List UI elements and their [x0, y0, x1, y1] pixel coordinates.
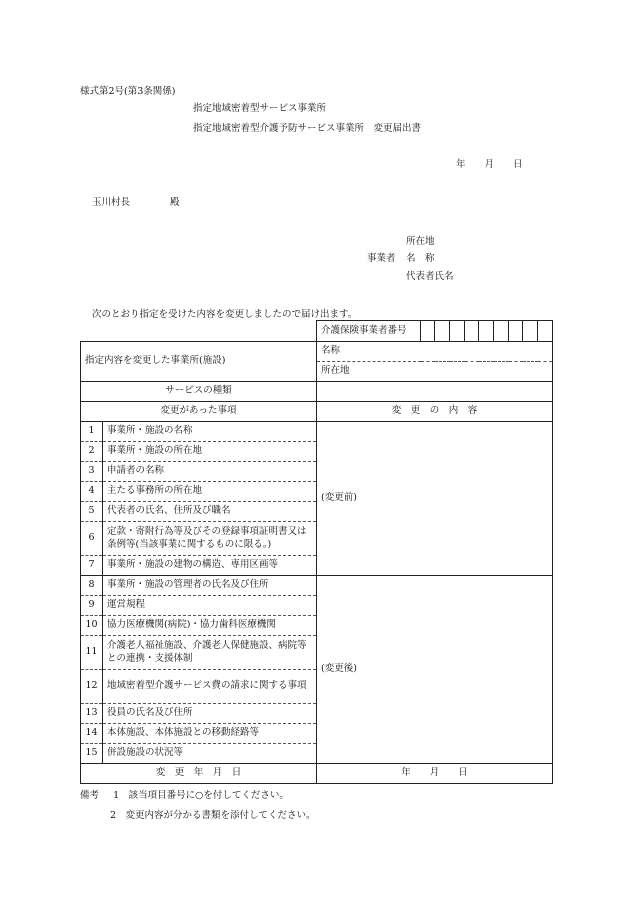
- after-change-field[interactable]: (変更後): [317, 576, 553, 764]
- item-number[interactable]: 10: [81, 616, 103, 636]
- facility-name-field[interactable]: 名称: [317, 342, 553, 362]
- item-number[interactable]: 14: [81, 724, 103, 744]
- before-change-field[interactable]: (変更前): [317, 422, 553, 576]
- item-number[interactable]: 13: [81, 704, 103, 724]
- form-number: 様式第2号(第3条関係): [80, 86, 176, 97]
- note-1: 1 該当項目番号に○を付してください。: [113, 790, 289, 801]
- title-line-1: 指定地域密着型サービス事業所: [193, 103, 327, 114]
- item-label: 本体施設、本体施設との移動経路等: [103, 724, 317, 744]
- item-label: 運営規程: [103, 596, 317, 616]
- item-number[interactable]: 12: [81, 670, 103, 704]
- applicant-business-label: 事業者: [367, 253, 396, 264]
- facility-location-field[interactable]: 所在地: [317, 362, 553, 382]
- facility-label: 指定内容を変更した事業所(施設): [81, 342, 317, 382]
- item-label: 事業所・施設の所在地: [103, 442, 317, 462]
- item-label: 併設施設の状況等: [103, 744, 317, 764]
- item-label: 事業所・施設の建物の構造、専用区画等: [103, 556, 317, 576]
- item-label: 申請者の名称: [103, 462, 317, 482]
- insurer-number-digit-8[interactable]: [523, 321, 538, 342]
- insurer-number-digit-9[interactable]: [538, 321, 553, 342]
- applicant-rep-label: 代表者氏名: [406, 271, 454, 282]
- insurer-number-digit-4[interactable]: [465, 321, 479, 342]
- insurer-number-digit-5[interactable]: [479, 321, 494, 342]
- item-label: 事業所・施設の名称: [103, 422, 317, 442]
- item-number[interactable]: 1: [81, 422, 103, 442]
- addressee: 玉川村長: [92, 197, 131, 208]
- insurer-number-digit-6[interactable]: [494, 321, 509, 342]
- item-number[interactable]: 7: [81, 556, 103, 576]
- title-line-2: 指定地域密着型介護予防サービス事業所 変更届出書: [193, 123, 422, 134]
- changed-items-header: 変更があった事項: [81, 402, 317, 422]
- applicant-name-label: 名 称: [406, 253, 435, 264]
- item-number[interactable]: 11: [81, 636, 103, 670]
- item-label: 介護老人福祉施設、介護老人保健施設、病院等との連携・支援体制: [103, 636, 317, 670]
- change-notification-table: [80, 320, 553, 784]
- item-number[interactable]: 5: [81, 502, 103, 522]
- item-label: 事業所・施設の管理者の氏名及び住所: [103, 576, 317, 596]
- change-date-field[interactable]: 年 月 日: [317, 764, 553, 784]
- intro-text: 次のとおり指定を受けた内容を変更しましたので届け出ます。: [92, 309, 358, 320]
- submission-date: 年 月 日: [456, 159, 523, 170]
- item-number[interactable]: 6: [81, 522, 103, 556]
- item-label: 主たる事務所の所在地: [103, 482, 317, 502]
- item-number[interactable]: 4: [81, 482, 103, 502]
- item-label: 地域密着型介護サービス費の請求に関する事項: [103, 670, 317, 704]
- insurer-number-digit-3[interactable]: [450, 321, 465, 342]
- item-label: 定款・寄附行為等及びその登録事項証明書又は条例等(当該事業に関するものに限る。): [103, 522, 317, 556]
- item-number[interactable]: 8: [81, 576, 103, 596]
- note-2: 2 変更内容が分かる書類を添付してください。: [110, 810, 316, 821]
- insurer-number-label: 介護保険事業者番号: [317, 321, 421, 342]
- item-label: 役員の氏名及び住所: [103, 704, 317, 724]
- change-date-label: 変 更 年 月 日: [81, 764, 317, 784]
- item-label: 協力医療機関(病院)・協力歯科医療機関: [103, 616, 317, 636]
- item-label: 代表者の氏名、住所及び職名: [103, 502, 317, 522]
- notes-label: 備考: [80, 790, 100, 801]
- insurer-number-digit-2[interactable]: [435, 321, 450, 342]
- insurer-number-digit-1[interactable]: [421, 321, 435, 342]
- service-type-field[interactable]: [317, 382, 553, 402]
- item-number[interactable]: 15: [81, 744, 103, 764]
- insurer-number-digit-7[interactable]: [509, 321, 523, 342]
- item-number[interactable]: 3: [81, 462, 103, 482]
- applicant-address-label: 所在地: [406, 236, 435, 247]
- item-number[interactable]: 9: [81, 596, 103, 616]
- item-number[interactable]: 2: [81, 442, 103, 462]
- blank-corner: [81, 321, 317, 342]
- notes-section: [80, 786, 316, 826]
- change-content-header: 変 更 の 内 容: [317, 402, 553, 422]
- honorific: 殿: [170, 197, 180, 208]
- service-type-label: サービスの種類: [81, 382, 317, 402]
